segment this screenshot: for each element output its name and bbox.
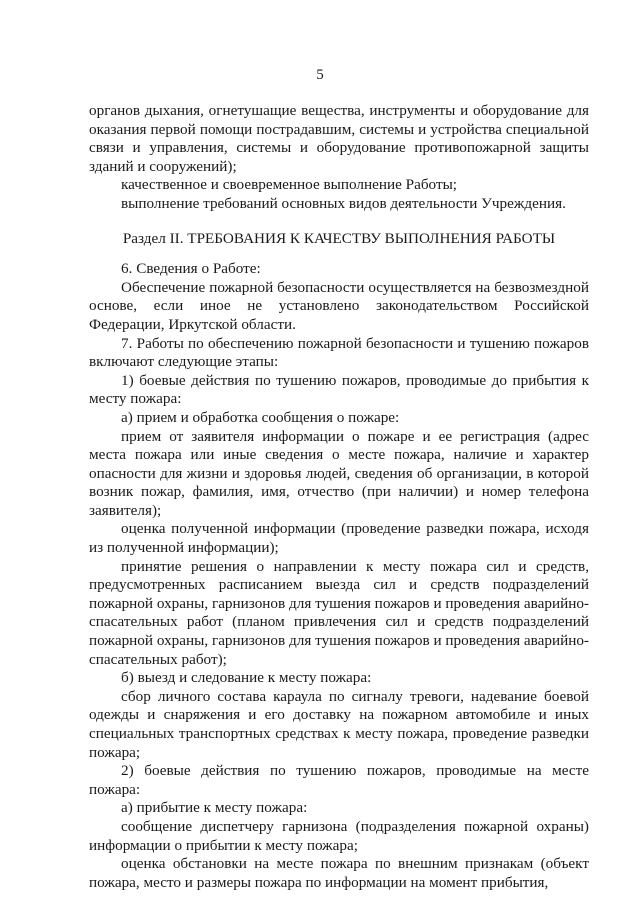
page-number: 5 [316, 67, 324, 83]
paragraph: а) прием и обработка сообщения о пожаре: [121, 408, 400, 426]
paragraph: 2) боевые действия по тушению пожаров, проводимые на месте пожара: [89, 762, 589, 798]
paragraph: б) выезд и следование к месту пожара: [121, 669, 372, 687]
paragraph: органов дыхания, огнетушащие вещества, инструменты и оборудование для оказания первой помощи пострадавшим, системы и устройства специальной связи и управления, системы и оборудование противопожарной защиты зданий и сооружений); [89, 102, 589, 175]
paragraph: 6. Сведения о Работе: [121, 260, 261, 278]
section-heading: Раздел II. ТРЕБОВАНИЯ К КАЧЕСТВУ ВЫПОЛНЕНИЯ РАБОТЫ [122, 229, 556, 247]
paragraph: сбор личного состава караула по сигналу тревоги, надевание боевой одежды и снаряжения и его доставку на пожарном автомобиле и иных специальных транспортных средствах к месту пожара, проведение разведки пожара; [89, 687, 589, 761]
paragraph: 1) боевые действия по тушению пожаров, проводимые до прибытия к месту пожара: [89, 371, 589, 408]
paragraph: оценка обстановки на месте пожара по внешним признакам (объект пожара, место и размеры пожара по информации на момент прибытия, [89, 855, 589, 891]
paragraph: а) прибытие к месту пожара: [121, 799, 308, 817]
paragraph: 7. Работы по обеспечению пожарной безопасности и тушению пожаров включают следующие этапы: [89, 334, 589, 371]
document-body [89, 102, 589, 892]
paragraph: качественное и своевременное выполнение Работы; [121, 176, 458, 194]
paragraph: выполнение требований основных видов деятельности Учреждения. [121, 194, 566, 212]
paragraph: принятие решения о направлении к месту пожара сил и средств, предусмотренных расписанием выезда сил и средств подразделений пожарной охраны, гарнизонов для тушения пожаров и проведения аварийно-спасательных работ (планом привлечения сил и средств подразделений пожарной охраны, гарнизонов для тушения пожаров и проведения аварийно-спасательных работ); [89, 557, 589, 668]
paragraph: оценка полученной информации (проведение разведки пожара, исходя из полученной информации); [89, 520, 589, 557]
paragraph: прием от заявителя информации о пожаре и ее регистрация (адрес места пожара или иные сведения о месте пожара, наличие и характер опасности для жизни и здоровья людей, сведения об организации, в которой возник пожар, фамилия, имя, отчество (при наличии) и номер телефона заявителя); [89, 427, 589, 519]
paragraph: сообщение диспетчеру гарнизона (подразделения пожарной охраны) информации о прибытии к месту пожара; [89, 817, 589, 854]
paragraph: Обеспечение пожарной безопасности осуществляется на безвозмездной основе, если иное не установлено законодательством Российской Федерации, Иркутской области. [89, 278, 589, 333]
